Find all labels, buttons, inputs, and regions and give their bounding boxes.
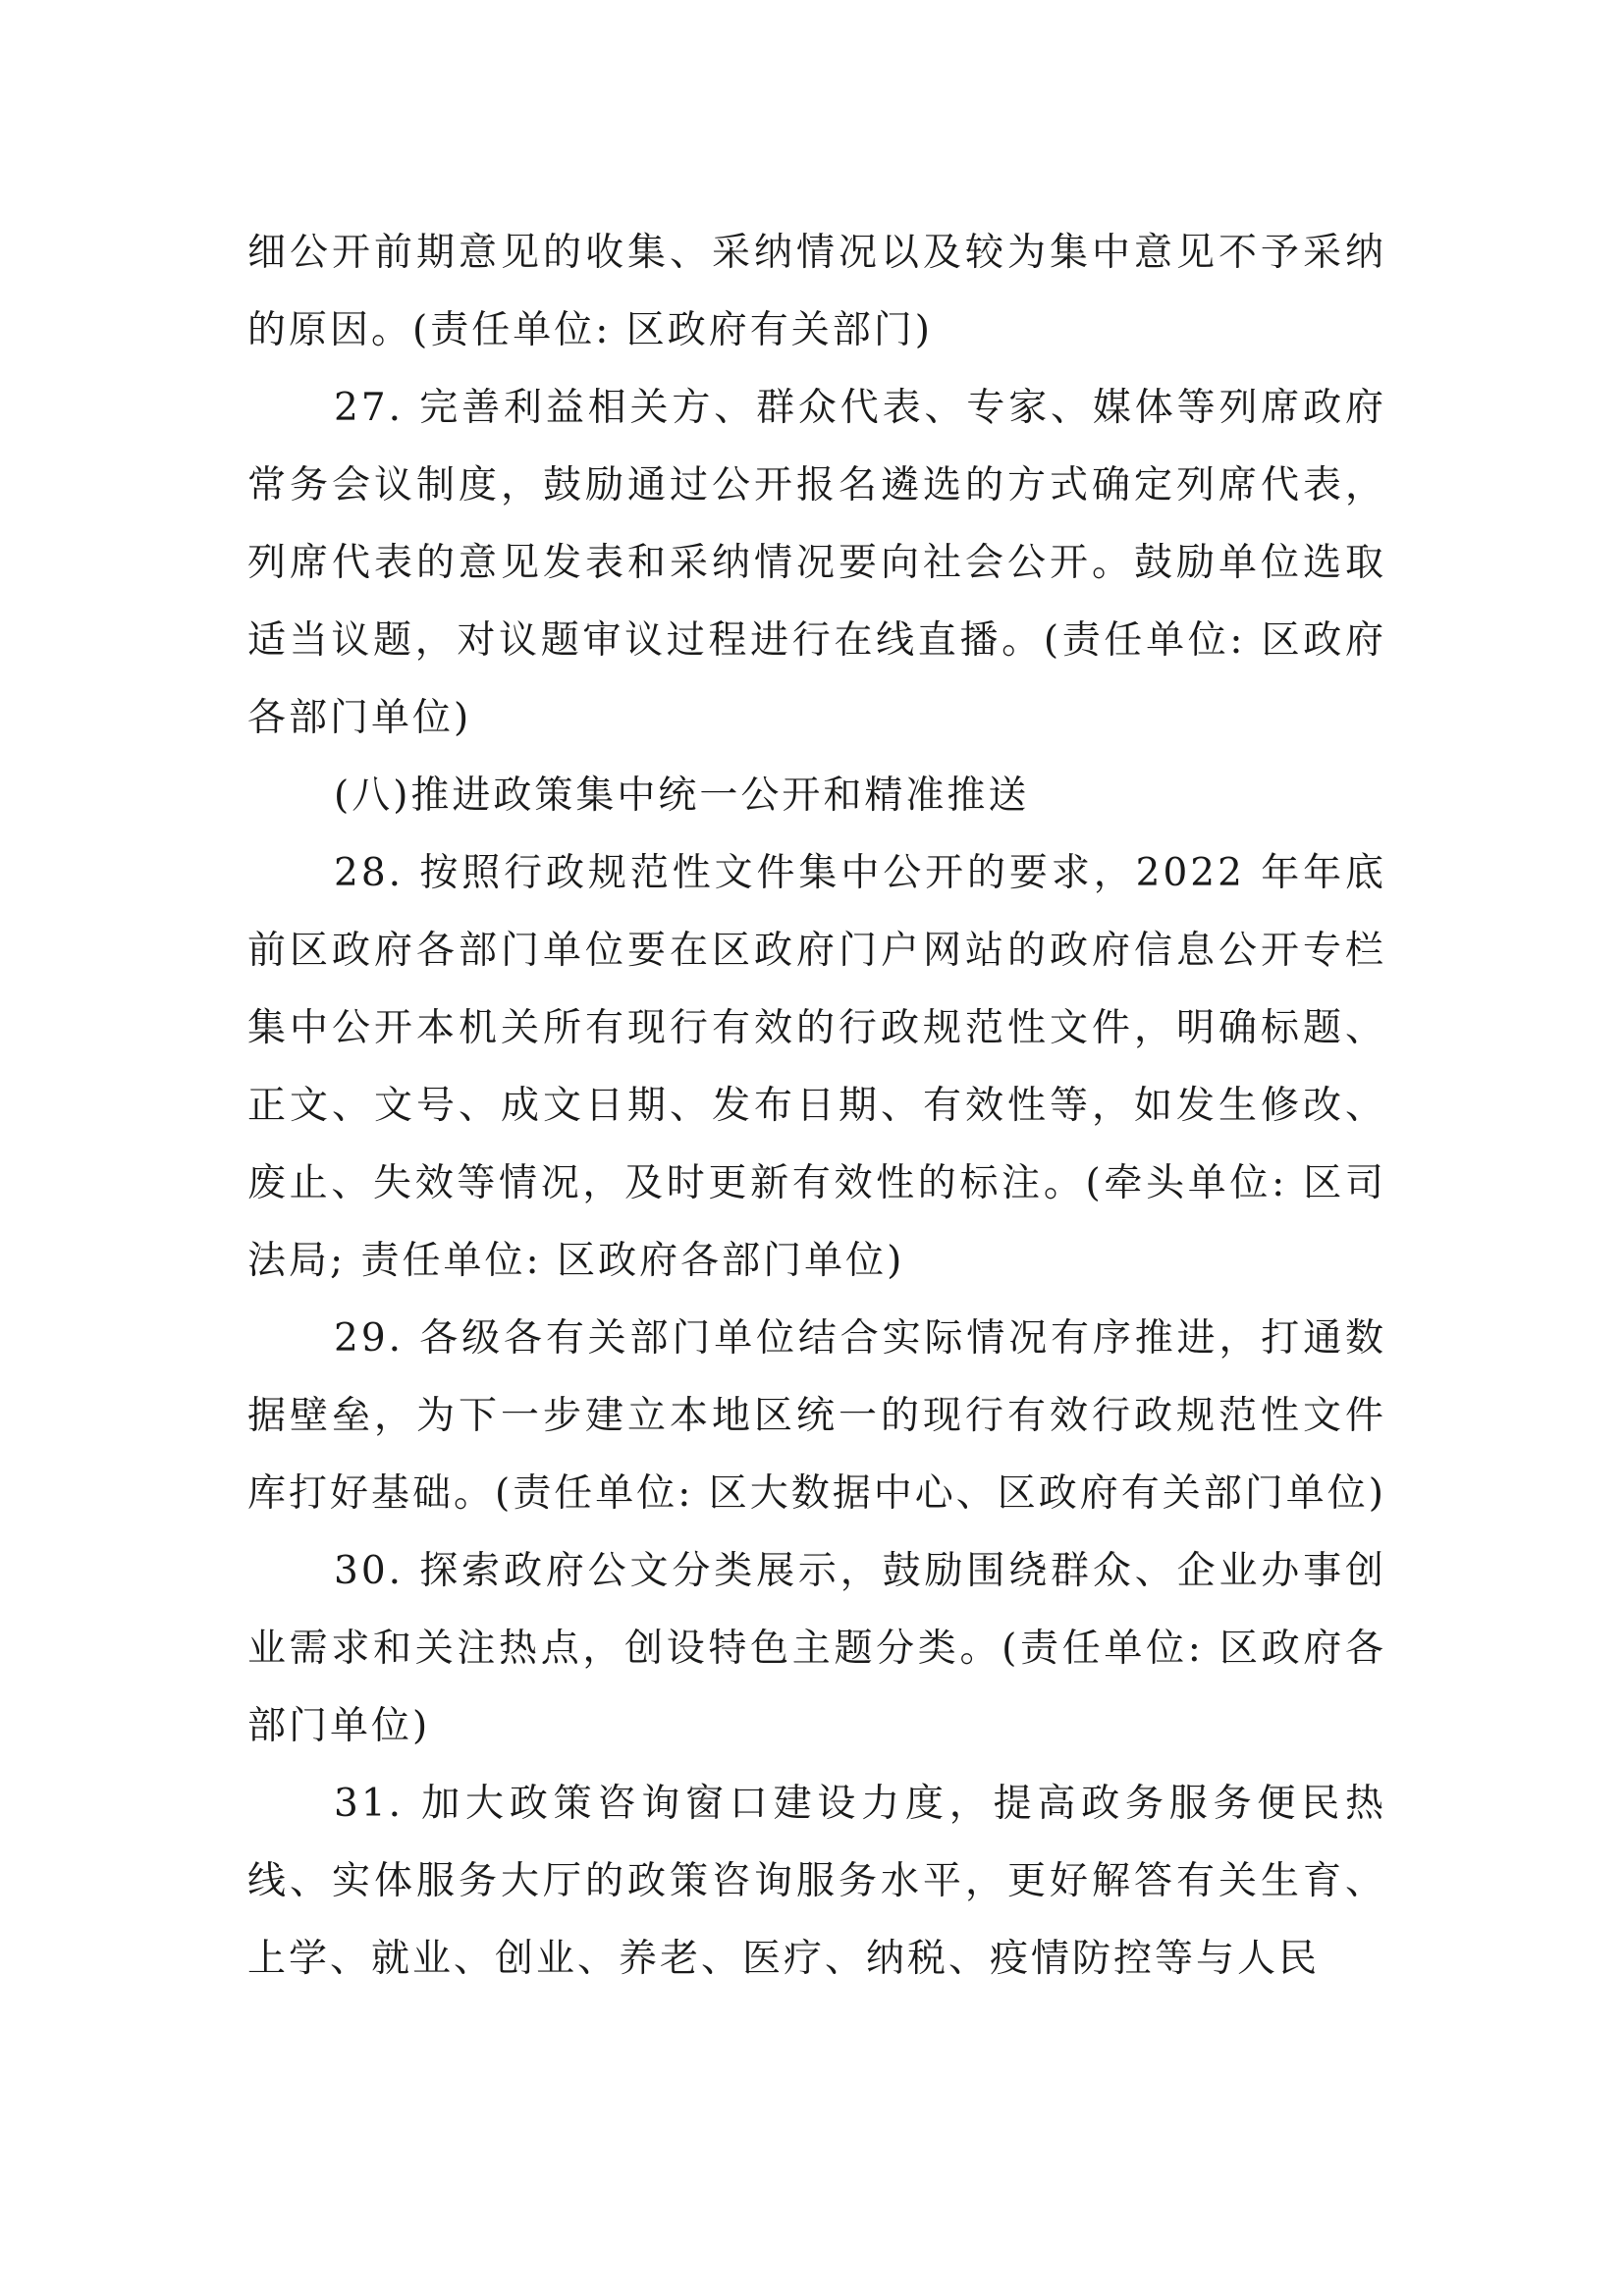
section-heading-8: (八)推进政策集中统一公开和精准推送 xyxy=(334,774,1030,818)
paragraph-27: 27. 完善利益相关方、群众代表、专家、媒体等列席政府常务会议制度，鼓励通过公开报名遴选的方式确定列席代表，列席代表的意见发表和采纳情况要向社会公开。鼓励单位选取适当议题，对议题审议过程进行在线直播。(责任单位: 区政府各部门单位) xyxy=(247,386,1386,740)
paragraph-30: 30. 探索政府公文分类展示，鼓励围绕群众、企业办事创业需求和关注热点，创设特色主题分类。(责任单位: 区政府各部门单位) xyxy=(247,1549,1386,1748)
paragraph-continued: 细公开前期意见的收集、采纳情况以及较为集中意见不予采纳的原因。(责任单位: 区政府有关部门) xyxy=(247,231,1386,352)
paragraph-29: 29. 各级各有关部门单位结合实际情况有序推进，打通数据壁垒，为下一步建立本地区统一的现行有效行政规范性文件库打好基础。(责任单位: 区大数据中心、区政府有关部门单位) xyxy=(247,1316,1386,1516)
paragraph-28: 28. 按照行政规范性文件集中公开的要求，2022 年年底前区政府各部门单位要在区政府门户网站的政府信息公开专栏集中公开本机关所有现行有效的行政规范性文件，明确标题、正文、文号、成文日期、发布日期、有效性等，如发生修改、废止、失效等情况，及时更新有效性的标注。(牵头单位: 区司法局; 责任单位: 区政府各部门单位) xyxy=(247,851,1386,1283)
paragraph-31: 31. 加大政策咨询窗口建设力度，提高政务服务便民热线、实体服务大厅的政策咨询服务水平，更好解答有关生育、上学、就业、创业、养老、医疗、纳税、疫情防控等与人民 xyxy=(247,1782,1386,1981)
document-body xyxy=(247,214,1386,1998)
